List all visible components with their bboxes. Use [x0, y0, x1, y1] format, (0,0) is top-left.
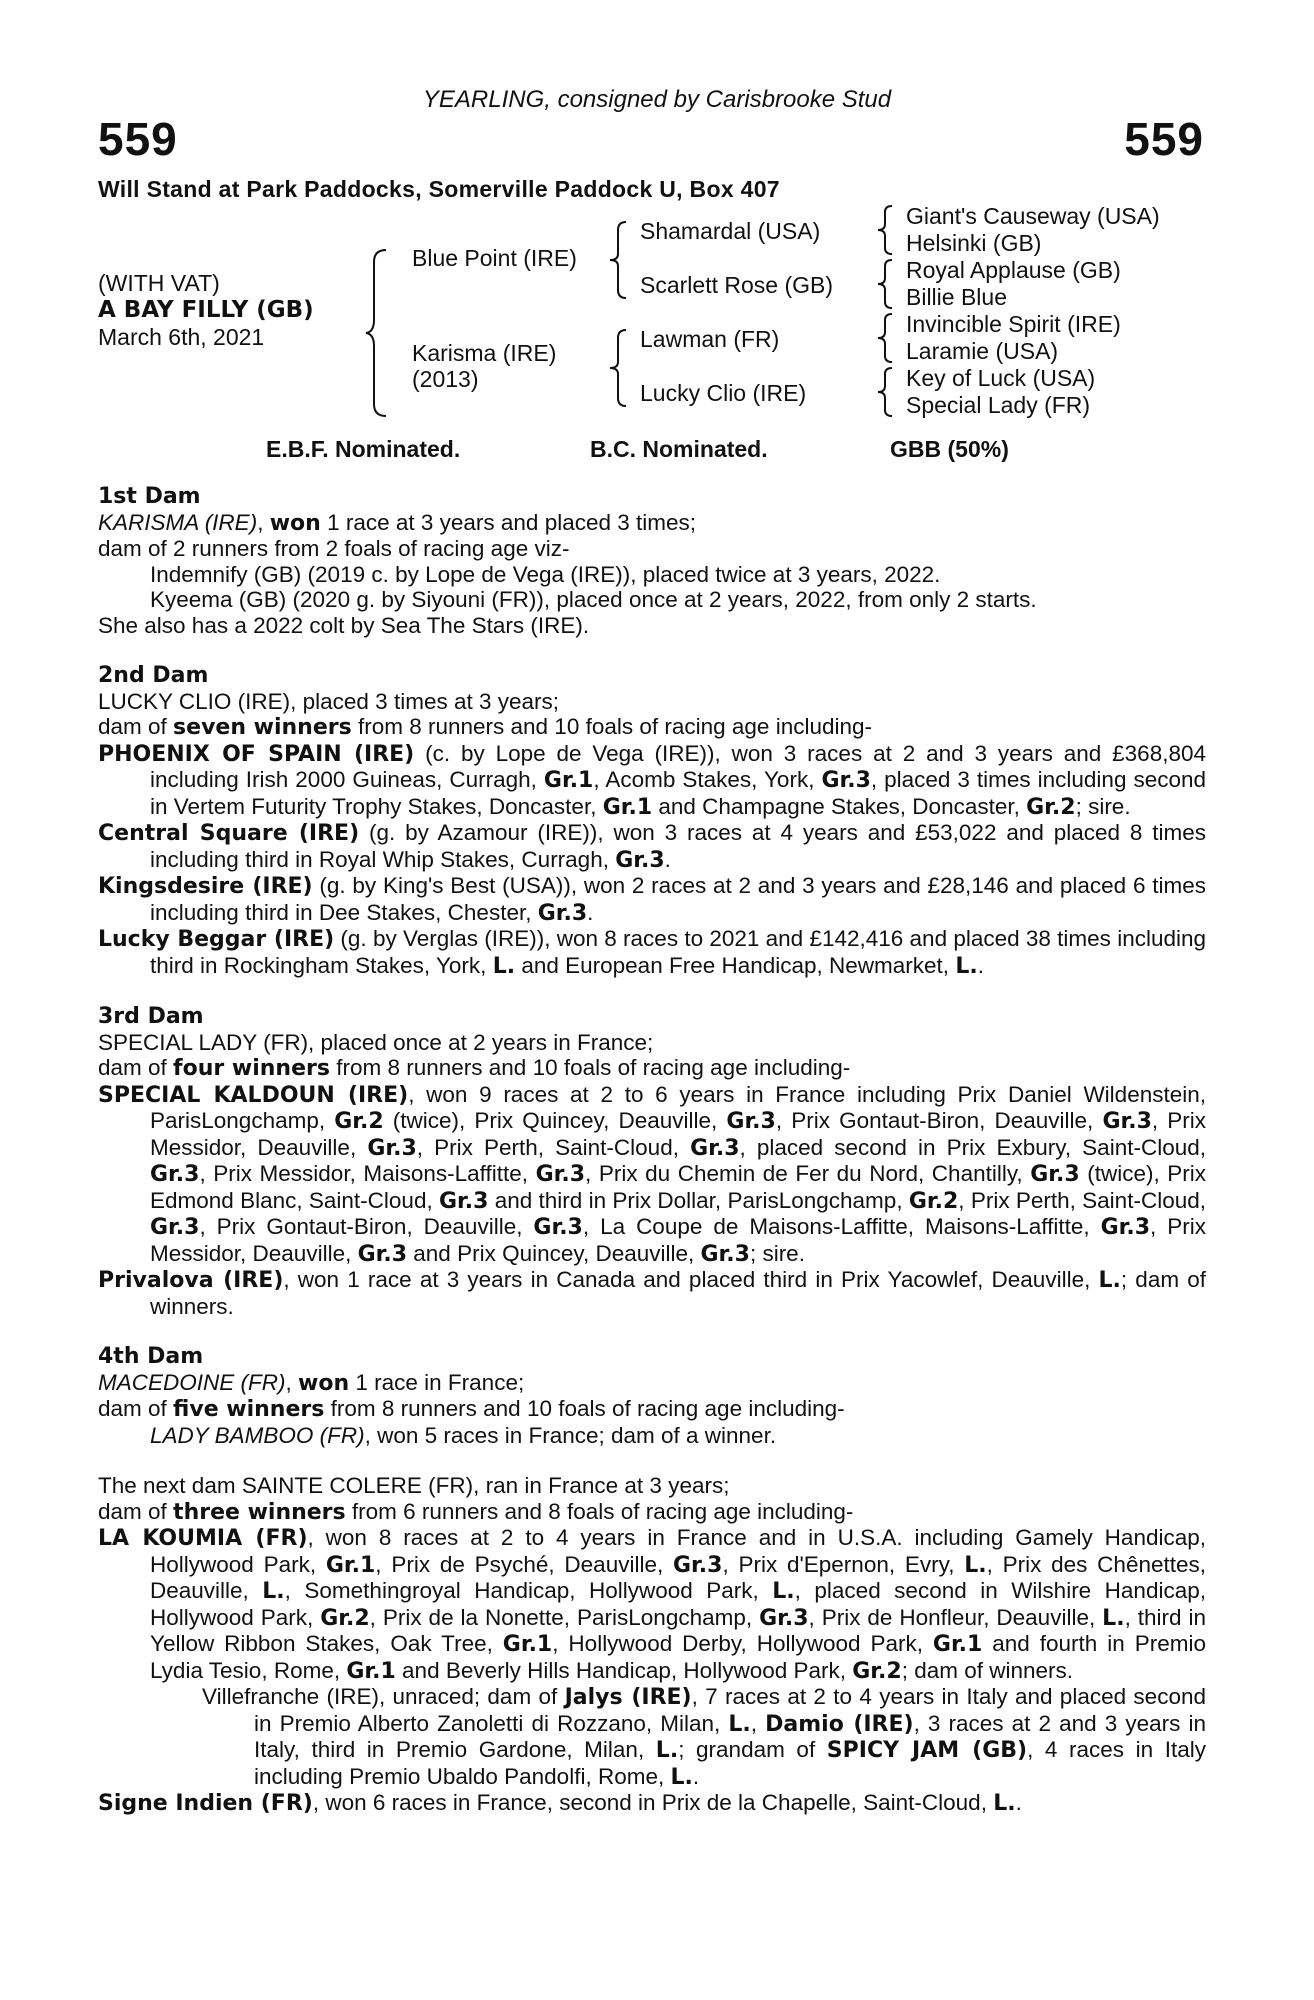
produce-summary: dam of four winners from 8 runners and 10 foals of racing age including-: [98, 1055, 851, 1081]
dam-sire: Lawman (FR): [640, 326, 780, 352]
section-heading: 1st Dam: [98, 484, 201, 509]
produce-summary: dam of seven winners from 8 runners and 10 foals of racing age including-: [98, 714, 873, 740]
produce-summary: dam of 2 runners from 2 foals of racing age viz-: [98, 536, 570, 561]
dss: Invincible Spirit (IRE): [906, 311, 1121, 337]
progeny-entry: Signe Indien (FR), won 6 races in France, second in Prix de la Chapelle, Saint-Cloud, L..: [98, 1790, 1022, 1816]
brace-dam: [608, 328, 634, 408]
ddd: Special Lady (FR): [906, 392, 1091, 418]
produce-item: Indemnify (GB) (2019 c. by Lope de Vega (IRE)), placed twice at 3 years, 2022.: [150, 561, 941, 587]
grandprogeny-entry: Villefranche (IRE), unraced; dam of Jalys (IRE), 7 races at 2 to 4 years in Italy and placed second in Premio Alberto Zanoletti di Rozzano, Milan, L., Damio (IRE), 3 races at 2 and 3 years in Italy, third in Premio Gardone, Milan, L.; grandam of SPICY JAM (GB), 4 races in Italy including Premio Ubaldo Pandolfi, Rome, L..: [202, 1684, 1207, 1790]
vat-note: (WITH VAT): [98, 270, 220, 296]
bc-nomination: B.C. Nominated.: [590, 436, 768, 462]
produce-summary: dam of three winners from 6 runners and 8 foals of racing age including-: [98, 1498, 854, 1525]
progeny-entry: Kingsdesire (IRE) (g. by King's Best (USA)), won 2 races at 2 and 3 years and £28,146 and placed 6 times including third in Dee Stakes, Chester, Gr.3.: [98, 873, 1206, 926]
sire-dam: Scarlett Rose (GB): [640, 272, 833, 298]
progeny-entry: Lucky Beggar (IRE) (g. by Verglas (IRE)), won 8 races to 2021 and £142,416 and placed 38 times including third in Rockingham Stakes, York, L. and European Free Handicap, Newmarket, L..: [98, 926, 1207, 979]
brace-ss: [876, 204, 898, 256]
progeny-entry: SPECIAL KALDOUN (IRE), won 9 races at 2 to 6 years in France including Prix Daniel Wildenstein, ParisLongchamp, Gr.2 (twice), Prix Quincey, Deauville, Gr.3, Prix Gontaut-Biron, Deauville, Gr.3, Prix Messidor, Deauville, Gr.3, Prix Perth, Saint-Cloud, Gr.3, placed second in Prix Exbury, Saint-Cloud, Gr.3, Prix Messidor, Maisons-Laffitte, Gr.3, Prix du Chemin de Fer du Nord, Chantilly, Gr.3 (twice), Prix Edmond Blanc, Saint-Cloud, Gr.3 and third in Prix Dollar, ParisLongchamp, Gr.2, Prix Perth, Saint-Cloud, Gr.3, Prix Gontaut-Biron, Deauville, Gr.3, La Coupe de Maisons-Laffitte, Maisons-Laffitte, Gr.3, Prix Messidor, Deauville, Gr.3 and Prix Quincey, Deauville, Gr.3; sire.: [98, 1081, 1207, 1267]
dam-record: LUCKY CLIO (IRE), placed 3 times at 3 years;: [98, 688, 560, 714]
lot-number-right: 559: [1124, 113, 1204, 165]
sire: Blue Point (IRE): [412, 245, 577, 271]
progeny-entry: LA KOUMIA (FR), won 8 races at 2 to 4 years in France and in U.S.A. including Gamely Handicap, Hollywood Park, Gr.1, Prix de Psyché, Deauville, Gr.3, Prix d'Epernon, Evry, L., Prix des Chênettes, Deauville, L., Somethingroyal Handicap, Hollywood Park, L., placed second in Wilshire Handicap, Hollywood Park, Gr.2, Prix de la Nonette, ParisLongchamp, Gr.3, Prix de Honfleur, Deauville, L., third in Yellow Ribbon Stakes, Oak Tree, Gr.1, Hollywood Derby, Hollywood Park, Gr.1 and fourth in Premio Lydia Tesio, Rome, Gr.1 and Beverly Hills Handicap, Hollywood Park, Gr.2; dam of winners.: [98, 1525, 1207, 1684]
dam-record: SPECIAL LADY (FR), placed once at 2 years in France;: [98, 1029, 654, 1055]
dds: Key of Luck (USA): [906, 365, 1096, 391]
won-label: won: [269, 510, 321, 536]
dam-line-2: (2013): [412, 366, 479, 392]
dam-record: The next dam SAINTE COLERE (FR), ran in France at 3 years;: [98, 1473, 730, 1498]
section-heading: 2nd Dam: [98, 663, 209, 688]
sire-sire: Shamardal (USA): [640, 218, 821, 244]
produce-item: Kyeema (GB) (2020 g. by Siyouni (FR)), placed once at 2 years, 2022, from only 2 starts.: [150, 587, 1037, 612]
consignor-header: YEARLING, consigned by Carisbrooke Stud: [422, 86, 892, 113]
ssd: Helsinki (GB): [906, 230, 1042, 256]
brace-ds: [876, 312, 898, 364]
catalogue-body: [98, 484, 1206, 1817]
produce-note: She also has a 2022 colt by Sea The Stars (IRE).: [98, 612, 590, 638]
progeny-entry: Central Square (IRE) (g. by Azamour (IRE)), won 3 races at 4 years and £53,022 and placed 8 times including third in Royal Whip Stakes, Curragh, Gr.3.: [98, 820, 1206, 873]
progeny-entry: PHOENIX OF SPAIN (IRE) (c. by Lope de Vega (IRE)), won 3 races at 2 and 3 years and £368,804 including Irish 2000 Guineas, Curragh, Gr.1, Acomb Stakes, York, Gr.3, placed 3 times including second in Vertem Futurity Trophy Stakes, Doncaster, Gr.1 and Champagne Stakes, Doncaster, Gr.2; sire.: [98, 740, 1207, 820]
lot-number-left: 559: [98, 113, 178, 165]
produce-summary: dam of five winners from 8 runners and 10 foals of racing age including-: [98, 1396, 845, 1422]
ebf-nomination: E.B.F. Nominated.: [266, 436, 461, 462]
horse-name: A BAY FILLY (GB): [98, 297, 314, 323]
foaling-date: March 6th, 2021: [98, 324, 265, 350]
dam-record: 1 race at 3 years and placed 3 times;: [320, 509, 697, 535]
brace-dd: [876, 366, 898, 418]
section-heading: 3rd Dam: [98, 1004, 204, 1029]
gbb-nomination: GBB (50%): [890, 436, 1009, 462]
dam-dam: Lucky Clio (IRE): [640, 380, 807, 406]
first-dam-section: 1st Dam KARISMA (IRE), won 1 race at 3 years and placed 3 times; dam of 2 runners from 2 foals of racing age viz- Indemnify (GB) (2019 c. by Lope de Vega (IRE)), placed twice at 3 years, 2022. Kyeema (GB) (2020 g. by Siyouni (FR)), placed once at 2 years, 2022, from only 2 starts. She also has a 2022 colt by Sea The Stars (IRE).: [98, 484, 1206, 638]
dam-name: KARISMA (IRE): [98, 509, 258, 535]
brace-main: [364, 248, 394, 418]
sss: Giant's Causeway (USA): [906, 203, 1160, 229]
sdd: Billie Blue: [906, 284, 1007, 310]
dam-name: MACEDOINE (FR): [98, 1369, 286, 1395]
brace-sire: [608, 220, 634, 300]
second-dam-section: [98, 663, 1206, 979]
sds: Royal Applause (GB): [906, 257, 1121, 283]
fourth-dam-section: 4th Dam MACEDOINE (FR), won 1 race in France; dam of five winners from 8 runners and 10 foals of racing age including- LADY BAMBOO (FR), won 5 races in France; dam of a winner.: [98, 1344, 1206, 1448]
progeny-entry: LADY BAMBOO (FR), won 5 races in France; dam of a winner.: [150, 1422, 777, 1448]
progeny-entry: Privalova (IRE), won 1 race at 3 years in Canada and placed third in Prix Yacowlef, Deauville, L.; dam of winners.: [98, 1267, 1206, 1319]
stand-location: Will Stand at Park Paddocks, Somerville Paddock U, Box 407: [98, 176, 780, 202]
third-dam-section: [98, 1004, 1206, 1319]
brace-sd: [876, 258, 898, 310]
next-dam-section: [98, 1473, 1206, 1817]
dsd: Laramie (USA): [906, 338, 1059, 364]
section-heading: 4th Dam: [98, 1344, 204, 1369]
dam-line-1: Karisma (IRE): [412, 340, 557, 366]
